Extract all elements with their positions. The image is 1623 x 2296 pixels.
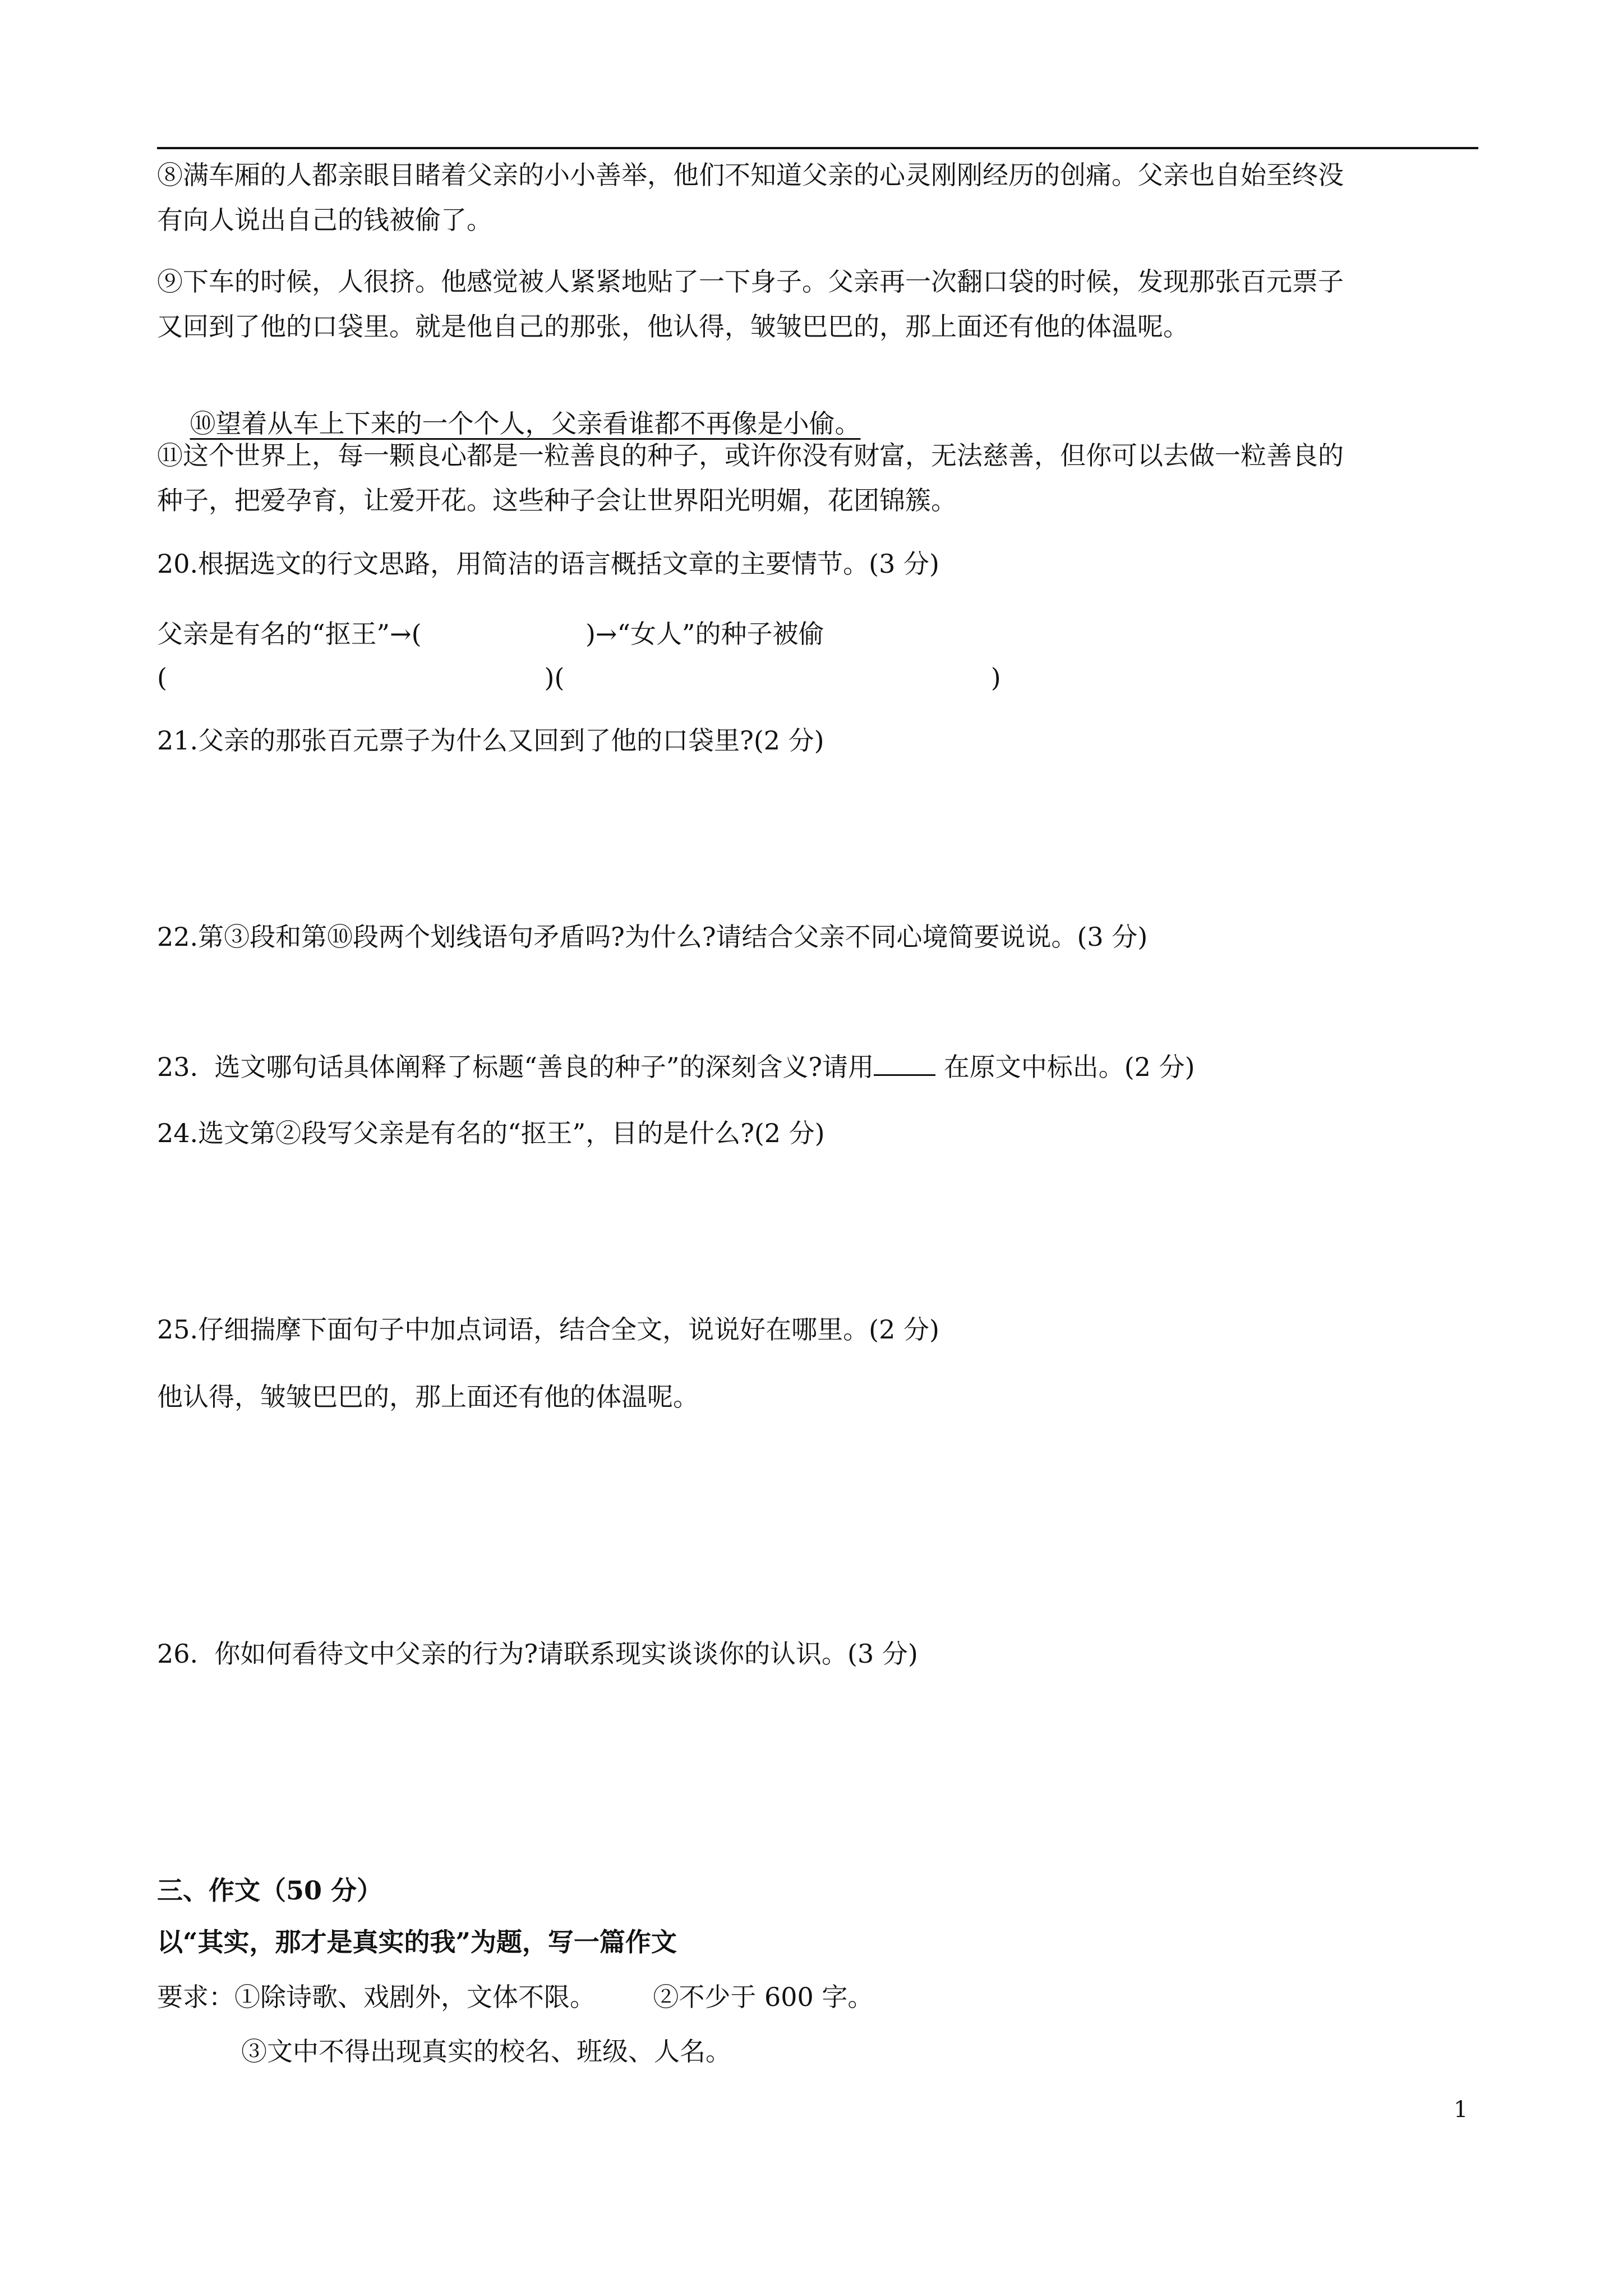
composition-requirements-line-2: ③文中不得出现真实的校名、班级、人名。 <box>241 2036 731 2067</box>
underline-marker-blank <box>874 1052 935 1076</box>
question-20-flow-line-2: ( )( ) <box>157 662 1001 693</box>
paragraph-8-line-1: ⑧满车厢的人都亲眼目睹着父亲的小小善举，他们不知道父亲的心灵刚刚经历的创痛。父亲也自始至终没 <box>157 160 1344 190</box>
composition-heading: 三、作文（50 分） <box>157 1875 383 1906</box>
header-rule <box>157 147 1478 149</box>
composition-prompt: 以“其实，那才是真实的我”为题，写一篇作文 <box>157 1927 677 1957</box>
paragraph-8-line-2: 有向人说出自己的钱被偷了。 <box>157 205 492 235</box>
question-23-text: 23. 选文哪句话具体阐释了标题“善良的种子”的深刻含义?请用 <box>157 1052 874 1082</box>
question-24: 24.选文第②段写父亲是有名的“抠王”，目的是什么?(2 分) <box>157 1118 825 1148</box>
question-26: 26. 你如何看待文中父亲的行为?请联系现实谈谈你的认识。(3 分) <box>157 1639 918 1669</box>
paragraph-9-line-2: 又回到了他的口袋里。就是他自己的那张，他认得，皱皱巴巴的，那上面还有他的体温呢。 <box>157 311 1189 342</box>
question-25-sentence: 他认得，皱皱巴巴的，那上面还有他的体温呢。 <box>157 1382 699 1412</box>
paragraph-10-underlined: ⑩望着从车上下来的一个个人，父亲看谁都不再像是小偷。 <box>190 408 861 439</box>
question-20: 20.根据选文的行文思路，用简洁的语言概括文章的主要情节。(3 分) <box>157 549 939 579</box>
page-number: 1 <box>1454 2097 1468 2123</box>
composition-requirements-line-1: 要求：①除诗歌、戏剧外，文体不限。 ②不少于 600 字。 <box>157 1982 874 2012</box>
question-23-text-end: 在原文中标出。(2 分) <box>935 1052 1195 1082</box>
question-25: 25.仔细揣摩下面句子中加点词语，结合全文，说说好在哪里。(2 分) <box>157 1314 939 1345</box>
question-22: 22.第③段和第⑩段两个划线语句矛盾吗?为什么?请结合父亲不同心境简要说说。(3 分) <box>157 922 1148 952</box>
paragraph-11-line-2: 种子，把爱孕育，让爱开花。这些种子会让世界阳光明媚，花团锦簇。 <box>157 485 957 516</box>
paragraph-11-line-1: ⑪这个世界上，每一颗良心都是一粒善良的种子，或许你没有财富，无法慈善，但你可以去做一粒善良的 <box>157 440 1344 471</box>
question-23 <box>157 1050 1503 1084</box>
question-21: 21.父亲的那张百元票子为什么又回到了他的口袋里?(2 分) <box>157 725 824 756</box>
question-20-flow-line-1: 父亲是有名的“抠王”→( )→“女人”的种子被偷 <box>157 619 824 649</box>
paragraph-9-line-1: ⑨下车的时候，人很挤。他感觉被人紧紧地贴了一下身子。父亲再一次翻口袋的时候，发现那张百元票子 <box>157 266 1344 297</box>
